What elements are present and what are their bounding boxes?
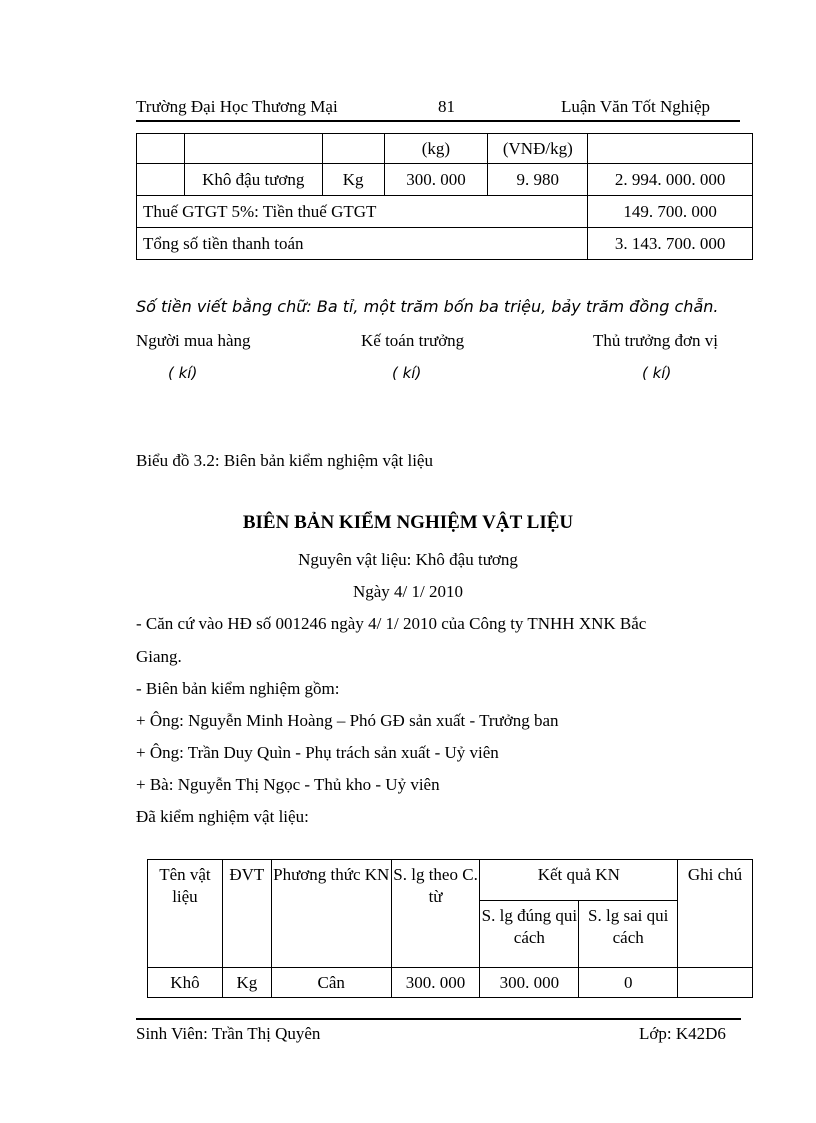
- report-date: Ngày 4/ 1/ 2010: [352, 582, 464, 601]
- inspection-table: [147, 859, 753, 998]
- tax-label: Thuế GTGT 5%: Tiền thuế GTGT: [137, 196, 588, 228]
- row-qty-bad: 0: [579, 968, 678, 998]
- unit-row: [137, 134, 753, 164]
- report-line: + Bà: Nguyễn Thị Ngọc - Thủ kho - Uỷ viên: [136, 775, 440, 794]
- row-qty-ok: 300. 000: [480, 968, 579, 998]
- item-row: [137, 164, 753, 196]
- item-amount: 2. 994. 000. 000: [588, 164, 753, 196]
- sig-accountant: Kế toán trưởng: [361, 331, 465, 350]
- report-line: - Căn cứ vào HĐ số 001246 ngày 4/ 1/ 2010 của Công ty TNHH XNK Bắc: [136, 614, 647, 633]
- row-qty-doc: 300. 000: [391, 968, 480, 998]
- th-qty-ok: S. lg đúng qui cách: [480, 901, 579, 968]
- unit-kg: (kg): [384, 134, 488, 164]
- amount-in-words: Số tiền viết bằng chữ: Ba tỉ, một trăm bốn ba triệu, bảy trăm đồng chẵn.: [136, 297, 719, 316]
- th-method: Phương thức KN: [271, 860, 391, 968]
- th-unit: ĐVT: [222, 860, 271, 968]
- footer-rule: [136, 1018, 741, 1020]
- inspection-data-row: [148, 968, 753, 998]
- report-line: - Biên bản kiểm nghiệm gồm:: [136, 679, 340, 698]
- row-method: Cân: [271, 968, 391, 998]
- sig-note-head: ( kí): [642, 364, 672, 382]
- inspection-header-row: [148, 860, 753, 901]
- header-rule: [136, 120, 740, 122]
- row-unit: Kg: [222, 968, 271, 998]
- row-note: [678, 968, 753, 998]
- header-thesis: Luận Văn Tốt Nghiệp: [561, 97, 711, 116]
- total-row: [137, 228, 753, 260]
- th-qty-bad: S. lg sai qui cách: [579, 901, 678, 968]
- report-material: Nguyên vật liệu: Khô đậu tương: [298, 550, 518, 569]
- total-amount: 3. 143. 700. 000: [588, 228, 753, 260]
- footer-student: Sinh Viên: Trần Thị Quyên: [136, 1024, 321, 1043]
- footer-class: Lớp: K42D6: [639, 1024, 726, 1043]
- item-qty: 300. 000: [384, 164, 488, 196]
- sig-note-buyer: ( kí): [168, 364, 198, 382]
- report-line: + Ông: Nguyễn Minh Hoàng – Phó GĐ sản xuất - Trưởng ban: [136, 711, 559, 730]
- header-school: Trường Đại Học Thương Mại: [136, 97, 338, 116]
- th-result: Kết quả KN: [480, 860, 678, 901]
- report-line: + Ông: Trần Duy Quìn - Phụ trách sản xuất - Uỷ viên: [136, 743, 499, 762]
- th-material-name: Tên vật liệu: [148, 860, 223, 968]
- row-name: Khô: [148, 968, 223, 998]
- report-line: Giang.: [136, 647, 182, 666]
- invoice-table: [136, 133, 753, 260]
- item-price: 9. 980: [488, 164, 588, 196]
- header-page-number: 81: [438, 97, 455, 116]
- tax-row: [137, 196, 753, 228]
- total-label: Tổng số tiền thanh toán: [137, 228, 588, 260]
- report-title: BIÊN BẢN KIỂM NGHIỆM VẬT LIỆU: [242, 512, 574, 533]
- sig-note-accountant: ( kí): [392, 364, 422, 382]
- th-note: Ghi chú: [678, 860, 753, 968]
- sig-buyer: Người mua hàng: [136, 331, 251, 350]
- th-qty-doc: S. lg theo C. từ: [391, 860, 480, 968]
- report-line: Đã kiểm nghiệm vật liệu:: [136, 807, 309, 826]
- sig-head: Thủ trưởng đơn vị: [593, 331, 718, 350]
- item-unit: Kg: [322, 164, 384, 196]
- figure-caption: Biểu đồ 3.2: Biên bản kiểm nghiệm vật liệu: [136, 451, 433, 470]
- tax-amount: 149. 700. 000: [588, 196, 753, 228]
- unit-vnd-kg: (VNĐ/kg): [488, 134, 588, 164]
- item-name: Khô đậu tương: [184, 164, 322, 196]
